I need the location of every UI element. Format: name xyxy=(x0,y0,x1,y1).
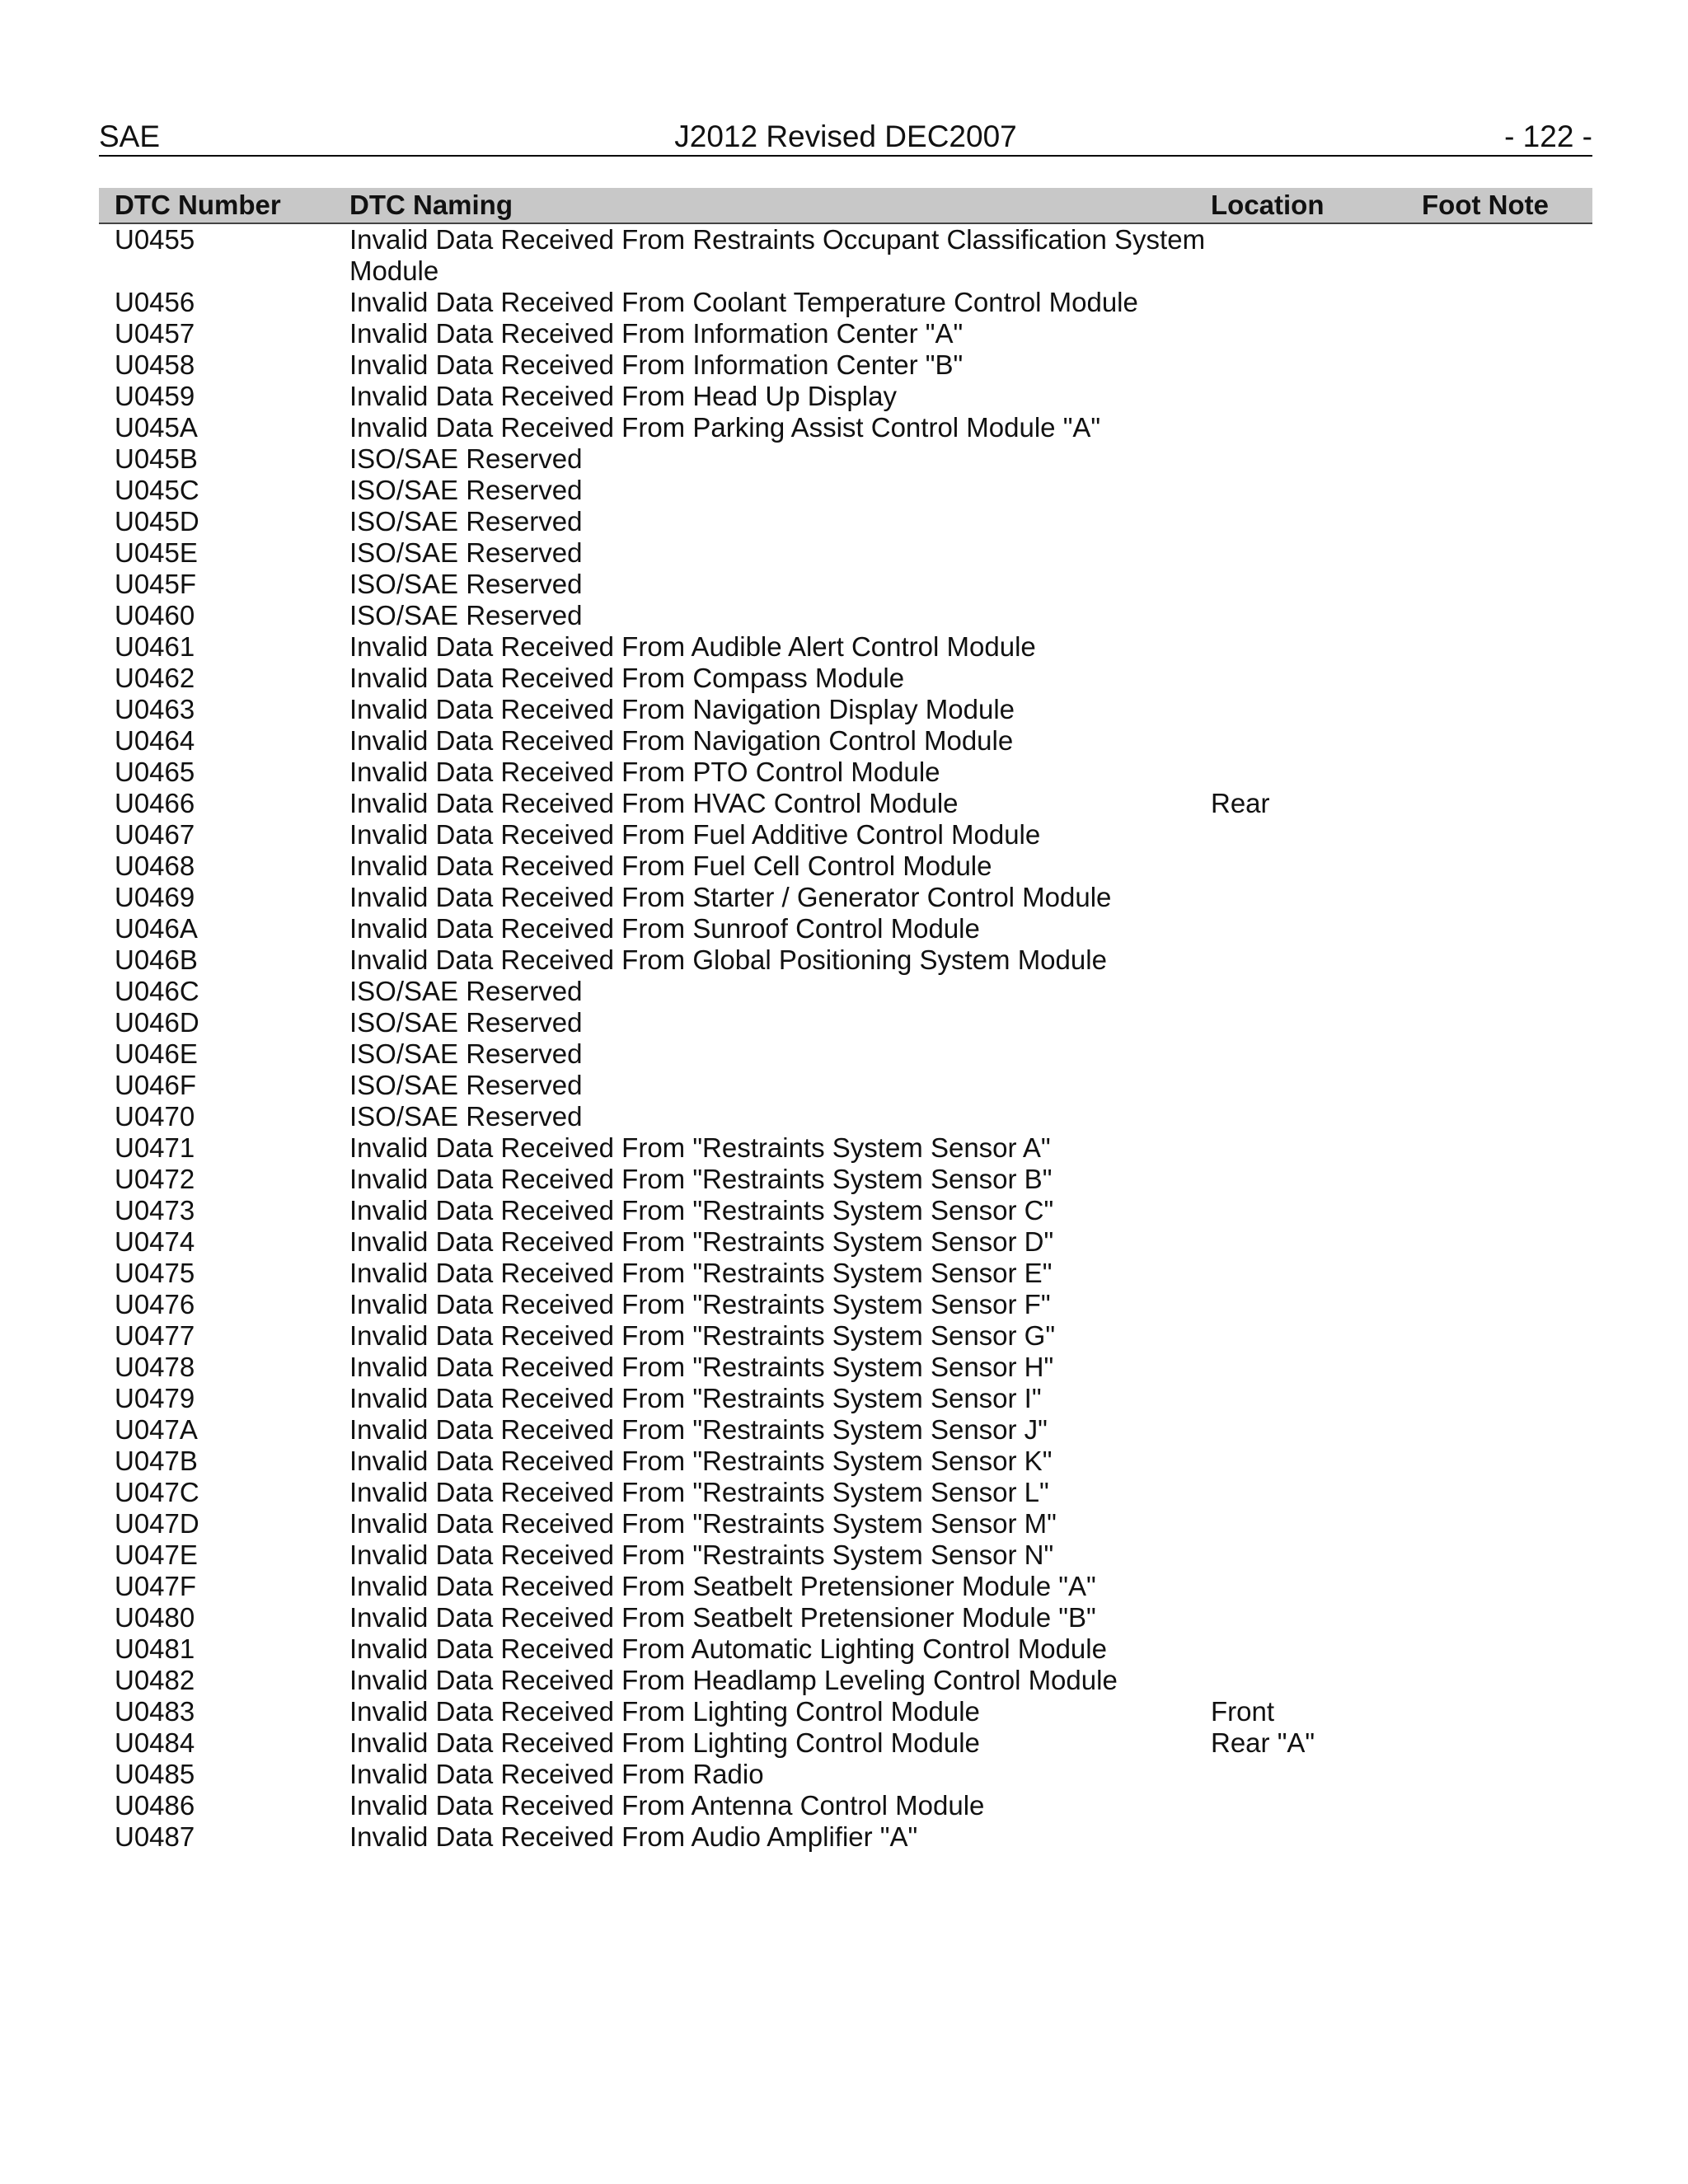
dtc-number-cell: U047E xyxy=(115,1540,198,1570)
dtc-naming-cell: ISO/SAE Reserved xyxy=(349,976,583,1006)
dtc-naming-cell: Invalid Data Received From Information Center "B" xyxy=(349,349,964,380)
dtc-naming-cell: Invalid Data Received From Headlamp Leveling Control Module xyxy=(349,1665,1118,1695)
table-row xyxy=(99,1132,1592,1164)
dtc-naming-cell: ISO/SAE Reserved xyxy=(349,1070,583,1100)
table-row xyxy=(99,694,1592,725)
dtc-naming-cell: ISO/SAE Reserved xyxy=(349,600,583,630)
table-row xyxy=(99,349,1592,381)
dtc-naming-cell: Invalid Data Received From Navigation Display Module xyxy=(349,694,1015,724)
dtc-naming-cell: Invalid Data Received From Compass Module xyxy=(349,663,905,693)
dtc-naming-cell: ISO/SAE Reserved xyxy=(349,443,583,474)
dtc-naming-cell: Invalid Data Received From Fuel Additive Control Module xyxy=(349,819,1041,850)
table-row xyxy=(99,882,1592,913)
dtc-number-cell: U0473 xyxy=(115,1195,195,1226)
table-row xyxy=(99,1414,1592,1446)
dtc-number-cell: U0475 xyxy=(115,1258,195,1288)
table-row xyxy=(99,631,1592,663)
dtc-number-cell: U0458 xyxy=(115,349,195,380)
dtc-naming-cell: Invalid Data Received From Antenna Control Module xyxy=(349,1790,985,1821)
dtc-number-cell: U046E xyxy=(115,1038,198,1069)
dtc-number-cell: U0459 xyxy=(115,381,195,411)
dtc-naming-cell: Invalid Data Received From "Restraints System Sensor F" xyxy=(349,1289,1051,1319)
dtc-number-cell: U0457 xyxy=(115,318,195,349)
dtc-number-cell: U0484 xyxy=(115,1727,195,1758)
dtc-number-cell: U046C xyxy=(115,976,199,1006)
table-row xyxy=(99,913,1592,944)
table-row xyxy=(99,1352,1592,1383)
dtc-naming-cell: Invalid Data Received From "Restraints System Sensor L" xyxy=(349,1477,1049,1507)
dtc-naming-cell: Invalid Data Received From Head Up Display xyxy=(349,381,897,411)
table-row xyxy=(99,1821,1592,1853)
dtc-number-cell: U045F xyxy=(115,569,197,599)
dtc-naming-cell: Invalid Data Received From PTO Control Module xyxy=(349,757,940,787)
dtc-number-cell: U046D xyxy=(115,1007,199,1038)
table-row xyxy=(99,600,1592,631)
table-row xyxy=(99,1477,1592,1508)
dtc-naming-cell: Invalid Data Received From Automatic Lighting Control Module xyxy=(349,1633,1107,1664)
table-row xyxy=(99,1070,1592,1101)
dtc-number-cell: U0455 xyxy=(115,224,195,255)
table-row xyxy=(99,1038,1592,1070)
dtc-number-cell: U045B xyxy=(115,443,198,474)
dtc-number-cell: U0474 xyxy=(115,1226,195,1257)
table-row xyxy=(99,318,1592,349)
table-row xyxy=(99,1258,1592,1289)
dtc-naming-cell: Invalid Data Received From "Restraints System Sensor E" xyxy=(349,1258,1053,1288)
dtc-number-cell: U046B xyxy=(115,944,198,975)
dtc-number-cell: U047C xyxy=(115,1477,199,1507)
table-header-row xyxy=(99,188,1592,224)
dtc-naming-cell: Invalid Data Received From Radio xyxy=(349,1759,764,1789)
dtc-number-cell: U0461 xyxy=(115,631,195,662)
location-cell: Rear xyxy=(1211,788,1270,818)
table-row xyxy=(99,1790,1592,1821)
dtc-naming-cell: ISO/SAE Reserved xyxy=(349,1007,583,1038)
dtc-naming-cell: Invalid Data Received From "Restraints System Sensor M" xyxy=(349,1508,1057,1539)
table-row xyxy=(99,1195,1592,1226)
dtc-naming-cell: Invalid Data Received From HVAC Control Module xyxy=(349,788,959,818)
dtc-naming-cell: Invalid Data Received From "Restraints System Sensor C" xyxy=(349,1195,1054,1226)
dtc-number-cell: U0483 xyxy=(115,1696,195,1727)
dtc-number-cell: U0456 xyxy=(115,287,195,317)
dtc-number-cell: U047D xyxy=(115,1508,199,1539)
dtc-naming-cell: Invalid Data Received From "Restraints System Sensor G" xyxy=(349,1320,1056,1351)
dtc-number-cell: U0481 xyxy=(115,1633,195,1664)
dtc-number-cell: U0487 xyxy=(115,1821,195,1852)
dtc-naming-cell: ISO/SAE Reserved xyxy=(349,506,583,537)
table-row xyxy=(99,1665,1592,1696)
dtc-naming-cell: Invalid Data Received From Navigation Control Module xyxy=(349,725,1014,756)
dtc-number-cell: U0463 xyxy=(115,694,195,724)
dtc-naming-cell: Invalid Data Received From Audible Alert Control Module xyxy=(349,631,1036,662)
table-row xyxy=(99,1759,1592,1790)
dtc-number-cell: U0469 xyxy=(115,882,195,912)
dtc-naming-cell: Invalid Data Received From Starter / Generator Control Module xyxy=(349,882,1112,912)
table-row xyxy=(99,569,1592,600)
dtc-naming-cell: ISO/SAE Reserved xyxy=(349,1038,583,1069)
dtc-number-cell: U0477 xyxy=(115,1320,195,1351)
dtc-naming-cell: Invalid Data Received From Seatbelt Pretensioner Module "B" xyxy=(349,1602,1096,1633)
dtc-number-cell: U0464 xyxy=(115,725,195,756)
dtc-number-cell: U0465 xyxy=(115,757,195,787)
table-row xyxy=(99,1226,1592,1258)
table-row xyxy=(99,819,1592,851)
table-row xyxy=(99,412,1592,443)
header-org: SAE xyxy=(99,120,161,153)
dtc-number-cell: U045A xyxy=(115,412,198,443)
table-row xyxy=(99,1633,1592,1665)
dtc-naming-cell: ISO/SAE Reserved xyxy=(349,1101,583,1132)
table-row xyxy=(99,944,1592,976)
dtc-number-cell: U047A xyxy=(115,1414,198,1445)
dtc-naming-cell: Invalid Data Received From "Restraints System Sensor D" xyxy=(349,1226,1054,1257)
dtc-number-cell: U0466 xyxy=(115,788,195,818)
dtc-naming-cell: Invalid Data Received From "Restraints System Sensor H" xyxy=(349,1352,1054,1382)
table-row xyxy=(99,757,1592,788)
dtc-naming-cell: Invalid Data Received From "Restraints System Sensor K" xyxy=(349,1446,1053,1476)
dtc-number-cell: U0486 xyxy=(115,1790,195,1821)
dtc-naming-cell: Invalid Data Received From Lighting Control Module xyxy=(349,1727,980,1758)
column-header-dtc-naming: DTC Naming xyxy=(349,190,513,220)
dtc-number-cell: U045C xyxy=(115,475,199,505)
table-row xyxy=(99,1727,1592,1759)
table-row xyxy=(99,1383,1592,1414)
column-header-foot-note: Foot Note xyxy=(1422,190,1549,220)
table-row xyxy=(99,1320,1592,1352)
table-row xyxy=(99,1446,1592,1477)
header-page-number: - 122 - xyxy=(1504,120,1592,153)
dtc-number-cell: U047F xyxy=(115,1571,197,1601)
dtc-number-cell: U045E xyxy=(115,537,198,568)
dtc-naming-cell: ISO/SAE Reserved xyxy=(349,569,583,599)
dtc-number-cell: U0479 xyxy=(115,1383,195,1413)
dtc-naming-cell: Invalid Data Received From Information Center "A" xyxy=(349,318,964,349)
dtc-naming-cell: Invalid Data Received From Global Positioning System Module xyxy=(349,944,1107,975)
column-header-location: Location xyxy=(1211,190,1325,220)
dtc-number-cell: U047B xyxy=(115,1446,198,1476)
dtc-number-cell: U0468 xyxy=(115,851,195,881)
dtc-naming-cell: Invalid Data Received From Lighting Control Module xyxy=(349,1696,980,1727)
dtc-number-cell: U0471 xyxy=(115,1132,195,1163)
table-row xyxy=(99,1289,1592,1320)
table-row xyxy=(99,788,1592,819)
dtc-number-cell: U0462 xyxy=(115,663,195,693)
table-row xyxy=(99,287,1592,318)
dtc-number-cell: U0476 xyxy=(115,1289,195,1319)
table-body xyxy=(99,224,1592,1853)
table-row xyxy=(99,851,1592,882)
dtc-naming-cell: Invalid Data Received From Audio Amplifier "A" xyxy=(349,1821,918,1852)
table-row xyxy=(99,976,1592,1007)
dtc-naming-cell: Invalid Data Received From "Restraints System Sensor B" xyxy=(349,1164,1053,1194)
table-row xyxy=(99,381,1592,412)
dtc-number-cell: U0472 xyxy=(115,1164,195,1194)
location-cell: Front xyxy=(1211,1696,1275,1727)
dtc-number-cell: U0482 xyxy=(115,1665,195,1695)
table-row xyxy=(99,1007,1592,1038)
table-row xyxy=(99,1540,1592,1571)
dtc-naming-cell: Invalid Data Received From Coolant Temperature Control Module xyxy=(349,287,1138,317)
dtc-number-cell: U0470 xyxy=(115,1101,195,1132)
table-row xyxy=(99,475,1592,506)
column-header-dtc-number: DTC Number xyxy=(115,190,281,220)
table-row xyxy=(99,537,1592,569)
dtc-naming-cell: Invalid Data Received From "Restraints System Sensor N" xyxy=(349,1540,1054,1570)
table-row xyxy=(99,1571,1592,1602)
dtc-naming-cell: Invalid Data Received From "Restraints System Sensor J" xyxy=(349,1414,1048,1445)
location-cell: Rear "A" xyxy=(1211,1727,1315,1758)
dtc-number-cell: U046A xyxy=(115,913,198,944)
dtc-naming-cell: Invalid Data Received From "Restraints System Sensor I" xyxy=(349,1383,1042,1413)
table-row xyxy=(99,663,1592,694)
page-header xyxy=(99,117,1592,157)
dtc-number-cell: U046F xyxy=(115,1070,197,1100)
dtc-number-cell: U045D xyxy=(115,506,199,537)
dtc-number-cell: U0460 xyxy=(115,600,195,630)
table-row xyxy=(99,1164,1592,1195)
dtc-number-cell: U0480 xyxy=(115,1602,195,1633)
table-row xyxy=(99,1101,1592,1132)
table-row xyxy=(99,1696,1592,1727)
dtc-naming-cell: ISO/SAE Reserved xyxy=(349,537,583,568)
dtc-naming-cell: ISO/SAE Reserved xyxy=(349,475,583,505)
dtc-naming-cell: Invalid Data Received From Sunroof Control Module xyxy=(349,913,980,944)
table-row xyxy=(99,1508,1592,1540)
dtc-naming-cell: Invalid Data Received From Restraints Occupant Classification System Module xyxy=(349,224,1206,286)
dtc-number-cell: U0467 xyxy=(115,819,195,850)
dtc-naming-cell: Invalid Data Received From Parking Assist Control Module "A" xyxy=(349,412,1101,443)
table-row xyxy=(99,506,1592,537)
table-row xyxy=(99,224,1592,287)
dtc-number-cell: U0485 xyxy=(115,1759,195,1789)
dtc-naming-cell: Invalid Data Received From Seatbelt Pretensioner Module "A" xyxy=(349,1571,1096,1601)
table-row xyxy=(99,725,1592,757)
dtc-table xyxy=(99,188,1592,1853)
table-row xyxy=(99,1602,1592,1633)
dtc-number-cell: U0478 xyxy=(115,1352,195,1382)
table-row xyxy=(99,443,1592,475)
dtc-naming-cell: Invalid Data Received From "Restraints System Sensor A" xyxy=(349,1132,1051,1163)
header-document-title: J2012 Revised DEC2007 xyxy=(674,120,1017,153)
dtc-naming-cell: Invalid Data Received From Fuel Cell Control Module xyxy=(349,851,992,881)
